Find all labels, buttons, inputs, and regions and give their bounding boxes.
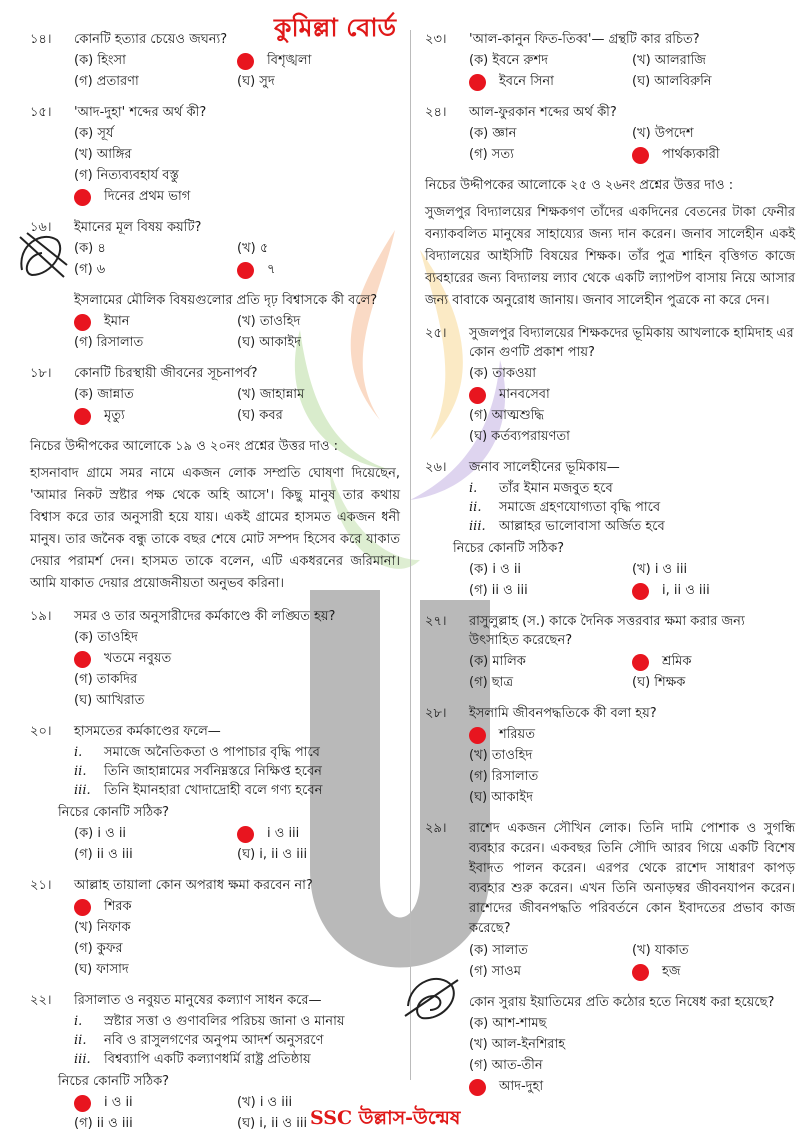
answer-marker-icon <box>237 826 254 843</box>
option-kha[interactable] <box>632 125 795 143</box>
option-text: (গ) তাকদির <box>74 672 138 687</box>
option-text: ৭ <box>267 262 276 277</box>
option-gha[interactable] <box>469 428 795 446</box>
statement-text: সমাজে গ্রহণযোগ্যতা বৃদ্ধি পাবে <box>499 500 661 515</box>
option-text: (ঘ) ফাসাদ <box>74 962 129 977</box>
question-number: ২০। <box>30 724 52 739</box>
option-text: (গ) রিসালাত <box>74 335 144 350</box>
answer-marker-icon <box>74 1095 91 1112</box>
option-text: (ঘ) কর্তব্যপরায়ণতা <box>469 429 570 444</box>
option-text: (গ) প্রতারণা <box>74 74 139 89</box>
option-text: মানবসেবা <box>499 387 550 402</box>
answer-marker-icon <box>469 1079 486 1096</box>
sub-question: নিচের কোনটি সঠিক? <box>58 1074 170 1089</box>
option-kha[interactable] <box>237 240 400 258</box>
option-text: ইমান <box>104 314 130 329</box>
question-27 <box>425 612 795 692</box>
option-text: (ঘ) i, ii ও iii <box>237 1116 308 1131</box>
option-text: (ক) i ও ii <box>74 826 127 841</box>
question-number: ২৭। <box>425 614 447 629</box>
option-text: (খ) আঙ্গির <box>74 147 132 162</box>
statement-text: বিশ্বব্যাপি একটি কল্যাণধর্মি রাষ্ট্র প্রতিষ্ঠায় <box>104 1052 311 1067</box>
option-ga[interactable] <box>74 73 237 91</box>
option-text: (ঘ) আকাইদ <box>237 335 301 350</box>
option-text: (ক) সূর্য <box>74 126 114 141</box>
question-text: সমর ও তার অনুসারীদের কর্মকাণ্ডে কী লঙ্ঘিত হয়? <box>74 609 336 624</box>
option-ka-selected[interactable] <box>74 898 400 916</box>
sub-question: নিচের কোনটি সঠিক? <box>453 541 565 556</box>
right-column <box>425 30 795 1108</box>
option-text: (ঘ) কবর <box>237 408 283 423</box>
board-title: কুমিল্লা বোর্ড <box>274 13 396 42</box>
question-text: 'আদ-দুহা' শব্দের অর্থ কী? <box>74 105 207 120</box>
answer-marker-icon <box>74 651 91 668</box>
option-text: (গ) কুফর <box>74 941 123 956</box>
question-17 <box>30 291 400 352</box>
answer-marker-icon <box>632 654 649 671</box>
option-ga[interactable] <box>469 407 795 425</box>
option-ga[interactable] <box>469 146 632 164</box>
question-20 <box>30 722 400 864</box>
option-text: (ঘ) সুদ <box>237 74 275 89</box>
question-number: ১৬। <box>30 220 52 235</box>
option-text: (খ) আল-ইনশিরাহ <box>469 1037 566 1052</box>
question-text: সুজলপুর বিদ্যালয়ের শিক্ষকদের ভূমিকায় আখলাকে হামিদাহ এর কোন গুণটি প্রকাশ পায়? <box>469 326 794 360</box>
question-28 <box>425 704 795 807</box>
option-ka[interactable] <box>469 653 632 671</box>
question-number: ১৮। <box>30 366 52 381</box>
option-kha-selected[interactable] <box>469 386 795 404</box>
option-ga[interactable] <box>74 671 400 689</box>
question-number: ২৪। <box>425 105 447 120</box>
option-ga[interactable] <box>74 261 237 279</box>
option-ka[interactable] <box>469 1015 795 1033</box>
question-number: ১৫। <box>30 105 52 120</box>
option-text: খতমে নবুয়ত <box>104 651 172 666</box>
option-text: (খ) ৫ <box>237 241 269 256</box>
option-text: বিশৃঙ্খলা <box>267 53 312 68</box>
question-text: ইমানের মূল বিষয় কয়টি? <box>74 220 202 235</box>
option-text: (ক) সালাত <box>469 943 528 958</box>
option-text: (ক) ইবনে রুশদ <box>469 53 548 68</box>
option-text: শরিয়ত <box>499 727 535 742</box>
option-ka[interactable] <box>469 52 632 70</box>
statement-numeral: i. <box>74 1014 83 1029</box>
option-text: (গ) ii ও iii <box>74 847 133 862</box>
statement-text: সমাজে অনৈতিকতা ও পাপাচার বৃদ্ধি পাবে <box>104 745 320 760</box>
option-ka[interactable] <box>74 629 400 647</box>
question-29 <box>425 819 795 981</box>
option-kha[interactable] <box>74 146 400 164</box>
option-text: (ক) তাওহিদ <box>74 630 138 645</box>
statement-text: তাঁর ইমান মজবুত হবে <box>499 481 613 496</box>
option-text: (খ) i ও iii <box>237 1095 293 1110</box>
question-text: ইসলামি জীবনপদ্ধতিকে কী বলা হয়? <box>469 706 657 721</box>
statement-numeral: iii. <box>469 519 486 534</box>
option-text: (গ) আত-তীন <box>469 1058 543 1073</box>
option-text: i ও iii <box>267 826 300 841</box>
option-ka[interactable] <box>74 386 237 404</box>
stimulus-intro: নিচের উদ্দীপকের আলোকে ১৯ ও ২০নং প্রশ্নের উত্তর দাও : <box>30 439 339 454</box>
signature-scribble-icon <box>400 966 464 1030</box>
question-24 <box>425 103 795 164</box>
answer-marker-icon <box>469 74 486 91</box>
option-text: মৃত্যু <box>104 408 125 423</box>
option-ka[interactable] <box>74 240 237 258</box>
option-ka[interactable] <box>74 52 237 70</box>
question-16 <box>30 218 400 279</box>
question-text: রাশেদ একজন সৌখিন লোক। তিনি দামি পোশাক ও সুগন্ধি ব্যবহার করেন। একবছর তিনি সৌদি আরব গিয়ে একটি বিশেষ ইবাদত পালন করেন। এরপর থেকে রাশেদ সাধারণ কাপড় ব্যবহার শুরু করেন। এখন তিনি অনাড়ম্বর জীবনযাপন করেন। রাশেদের জীবনপদ্ধতি পরিবর্তনে কোন ইবাদতের প্রভাব কাজ করেছে? <box>469 821 795 936</box>
option-gha-selected[interactable] <box>74 188 400 206</box>
answer-marker-icon <box>632 964 649 981</box>
statement-text: তিনি ইমানহারা খোদাদ্রোহী বলে গণ্য হবেন <box>104 783 323 798</box>
option-text: (ক) জান্নাত <box>74 387 134 402</box>
option-text: (ক) তাকওয়া <box>469 366 536 381</box>
option-gha[interactable] <box>469 789 795 807</box>
option-text: (খ) যাকাত <box>632 943 689 958</box>
question-number: ২১। <box>30 878 52 893</box>
statement <box>74 1012 400 1031</box>
option-text: (ক) i ও ii <box>469 562 522 577</box>
question-text: ইসলামের মৌলিক বিষয়গুলোর প্রতি দৃঢ় বিশ্বাসকে কী বলে? <box>74 293 378 308</box>
option-text: (ঘ) শিক্ষক <box>632 675 686 690</box>
option-text: (গ) ii ও iii <box>469 583 528 598</box>
option-text: (গ) আত্মশুদ্ধি <box>469 408 544 423</box>
question-text: আল-ফুরকান শব্দের অর্থ কী? <box>469 105 617 120</box>
option-text: (ঘ) i, ii ও iii <box>237 847 308 862</box>
left-column <box>30 30 400 1145</box>
option-text: (খ) জাহান্নাম <box>237 387 305 402</box>
question-19 <box>30 607 400 710</box>
option-text: (ঘ) আখিরাত <box>74 693 145 708</box>
option-ga-selected[interactable] <box>74 407 237 425</box>
option-text: (ক) আশ-শামছ <box>469 1016 547 1031</box>
option-ga[interactable] <box>74 940 400 958</box>
answer-marker-icon <box>237 262 254 279</box>
question-text: কোন সুরায় ইয়াতিমের প্রতি কঠোর হতে নিষেধ করা হয়েছে? <box>469 995 775 1010</box>
option-gha[interactable] <box>632 73 795 91</box>
option-ka[interactable] <box>469 942 632 960</box>
option-text: আদ-দুহা <box>499 1079 544 1094</box>
option-ga[interactable] <box>469 674 632 692</box>
option-ga[interactable] <box>469 1057 795 1075</box>
statement-numeral: ii. <box>469 500 482 515</box>
question-number: ২৫। <box>425 326 447 341</box>
option-text: (ক) মালিক <box>469 654 526 669</box>
option-ka-selected[interactable] <box>74 313 237 331</box>
option-text: (খ) তাওহিদ <box>469 748 533 763</box>
option-gha-selected[interactable] <box>632 963 795 981</box>
option-text: (খ) তাওহিদ <box>237 314 301 329</box>
option-text: i ও ii <box>104 1095 133 1110</box>
answer-marker-icon <box>74 408 91 425</box>
option-kha[interactable] <box>632 561 795 579</box>
option-ga[interactable] <box>469 582 632 600</box>
option-text: (গ) ছাত্র <box>469 675 513 690</box>
statement <box>74 781 400 800</box>
statement-numeral: iii. <box>74 1052 91 1067</box>
option-text: (খ) i ও iii <box>632 562 688 577</box>
option-ka-selected[interactable] <box>74 1094 237 1112</box>
option-text: (ক) জ্ঞান <box>469 126 517 141</box>
stimulus-passage: হাসনাবাদ গ্রামে সমর নামে একজন লোক সম্প্রতি ঘোষণা দিয়েছেন, 'আমার নিকট স্রষ্টার পক্ষ থেকে অহি আসে'। কিছু মানুষ তার কথায় বিশ্বাস করে তার অনুসারী হয়ে যায়। একই গ্রামের হাসমত একজন ধনী মানুষ। তার জনৈক বন্ধু তাকে বছর শেষে মোট সম্পদ হিসেব করে যাকাত দেয়ার পরামর্শ দেন। হাসমত তাকে বলেন, এটি একধরনের জরিমানা। আমি যাকাত দেয়ার প্রয়োজনীয়তা অনুভব করিনা। <box>30 466 400 591</box>
option-text: হজ <box>662 964 681 979</box>
option-ka-selected[interactable] <box>469 726 795 744</box>
option-kha[interactable] <box>237 313 400 331</box>
option-gha[interactable] <box>237 334 400 352</box>
option-kha[interactable] <box>237 386 400 404</box>
question-text: আল্লাহ তায়ালা কোন অপরাধ ক্ষমা করবেন না? <box>74 878 313 893</box>
option-kha-selected[interactable] <box>237 825 400 843</box>
option-text: ইবনে সিনা <box>499 74 554 89</box>
option-text: (ক) হিংসা <box>74 53 126 68</box>
question-text: 'আল-কানুন ফিত-তিব্ব'— গ্রন্থটি কার রচিত? <box>469 32 700 47</box>
option-text: শিরক <box>104 899 132 914</box>
option-text: শ্রমিক <box>662 654 692 669</box>
answer-marker-icon <box>632 147 649 164</box>
statement-text: আল্লাহর ভালোবাসা অর্জিত হবে <box>499 519 665 534</box>
option-kha-selected[interactable] <box>237 52 400 70</box>
statement-numeral: ii. <box>74 1033 87 1048</box>
answer-marker-icon <box>469 387 486 404</box>
option-text: (গ) সত্য <box>469 147 514 162</box>
option-text: (গ) সাওম <box>469 964 521 979</box>
option-text: পার্থক্যকারী <box>662 147 720 162</box>
option-ga[interactable] <box>74 846 237 864</box>
option-ga[interactable] <box>469 963 632 981</box>
question-number: ২৮। <box>425 706 447 721</box>
statement-text: নবি ও রাসুলগণের অনুপম আদর্শ অনুসরণে <box>104 1033 324 1048</box>
statement-numeral: iii. <box>74 783 91 798</box>
option-text: (ঘ) আকাইদ <box>469 790 533 805</box>
column-divider <box>410 30 411 1080</box>
option-kha[interactable] <box>74 919 400 937</box>
question-26 <box>425 458 795 600</box>
statement-text: স্রষ্টার সত্তা ও গুণাবলির পরিচয় জানা ও মানায় <box>104 1014 345 1029</box>
stimulus-intro: নিচের উদ্দীপকের আলোকে ২৫ ও ২৬নং প্রশ্নের উত্তর দাও : <box>425 178 734 193</box>
answer-marker-icon <box>74 314 91 331</box>
option-text: (গ) ৬ <box>74 262 106 277</box>
stimulus-passage: সুজলপুর বিদ্যালয়ের শিক্ষকগণ তাঁদের একদিনের বেতনের টাকা ফেনীর বন্যাকবলিত মানুষের সাহায্যের জন্য দান করেন। জনাব সালেহীন একই বিদ্যালয়ের আইসিটি বিষয়ের শিক্ষক। তাঁর পুত্র শাহিন বৃত্তিগত কাজে ব্যবহারের জন্য বিদ্যালয় ল্যাব থেকে একটি ল্যাপটপ বাসায় নিয়ে আসার জন্য বাবাকে অনুরোধ জানায়। জনাব সালেহীন পুত্রকে না করে দেন। <box>425 205 795 308</box>
question-15 <box>30 103 400 206</box>
option-text: i, ii ও iii <box>662 583 710 598</box>
sub-question: নিচের কোনটি সঠিক? <box>58 805 170 820</box>
statement <box>74 1031 400 1050</box>
statement-text: তিনি জাহান্নামের সর্বনিম্নস্তরে নিক্ষিপ্ত হবেন <box>104 764 322 779</box>
statement <box>74 743 400 762</box>
option-text: (ক) ৪ <box>74 241 106 256</box>
option-ga[interactable] <box>469 768 795 786</box>
option-kha[interactable] <box>632 942 795 960</box>
option-ka[interactable] <box>469 561 632 579</box>
option-ka[interactable] <box>74 825 237 843</box>
option-text: (গ) রিসালাত <box>469 769 539 784</box>
option-gha[interactable] <box>74 961 400 979</box>
question-text: রাসুলুল্লাহ (স.) কাকে দৈনিক সত্তরবার ক্ষমা করার জন্য উৎসাহিত করেছেন? <box>469 614 745 648</box>
option-kha[interactable] <box>469 1036 795 1054</box>
option-gha[interactable] <box>632 674 795 692</box>
option-gha-selected[interactable] <box>469 1078 795 1096</box>
question-23 <box>425 30 795 91</box>
option-text: (খ) নিফাক <box>74 920 131 935</box>
statement-numeral: i. <box>74 745 83 760</box>
answer-marker-icon <box>632 583 649 600</box>
statement <box>469 479 795 498</box>
question-number: ২২। <box>30 993 52 1008</box>
option-text: (গ) ii ও iii <box>74 1116 133 1131</box>
question-number-signature <box>30 291 74 310</box>
statement <box>469 498 795 517</box>
option-gha[interactable] <box>74 692 400 710</box>
option-kha[interactable] <box>632 52 795 70</box>
option-text: (খ) আলরাজি <box>632 53 706 68</box>
option-text: (গ) নিত্যব্যবহার্য বস্তু <box>74 168 179 183</box>
option-text: দিনের প্রথম ভাগ <box>104 189 191 204</box>
option-gha-selected[interactable] <box>237 261 400 279</box>
question-text: কোনটি হত্যার চেয়েও জঘন্য? <box>74 32 228 47</box>
question-21 <box>30 876 400 979</box>
option-ga[interactable] <box>74 167 400 185</box>
option-ka[interactable] <box>469 365 795 383</box>
statement-numeral: i. <box>469 481 478 496</box>
option-gha[interactable] <box>237 407 400 425</box>
statement-numeral: ii. <box>74 764 87 779</box>
option-kha[interactable] <box>469 747 795 765</box>
option-ga-selected[interactable] <box>469 73 632 91</box>
answer-marker-icon <box>74 899 91 916</box>
question-18 <box>30 364 400 425</box>
option-text: (ঘ) আলবিরুনি <box>632 74 712 89</box>
option-gha-selected[interactable] <box>632 146 795 164</box>
question-14 <box>30 30 400 91</box>
question-number: ২৩। <box>425 32 447 47</box>
option-ka[interactable] <box>469 125 632 143</box>
answer-marker-icon <box>74 189 91 206</box>
signature-scribble-icon <box>12 225 72 285</box>
question-30 <box>425 993 795 1096</box>
question-number: ২৬। <box>425 460 447 475</box>
footer-brand: SSC উল্লাস-উন্মেষ <box>310 1107 461 1129</box>
answer-marker-icon <box>237 53 254 70</box>
statement <box>469 517 795 536</box>
option-kha-selected[interactable] <box>632 653 795 671</box>
question-text: জনাব সালেহীনের ভূমিকায়— <box>469 460 620 475</box>
question-number: ১৪। <box>30 32 52 47</box>
option-ga[interactable] <box>74 334 237 352</box>
question-number: ১৯। <box>30 609 52 624</box>
question-text: কোনটি চিরস্থায়ী জীবনের সূচনাপর্ব? <box>74 366 258 381</box>
option-gha-selected[interactable] <box>632 582 795 600</box>
question-25 <box>425 324 795 446</box>
option-gha[interactable] <box>237 73 400 91</box>
option-text: (খ) উপদেশ <box>632 126 694 141</box>
option-ga[interactable] <box>74 1115 237 1133</box>
question-number: ২৯। <box>425 821 447 836</box>
option-gha[interactable] <box>237 846 400 864</box>
statement <box>74 762 400 781</box>
option-kha-selected[interactable] <box>74 650 400 668</box>
question-text: রিসালাত ও নবুয়ত মানুষের কল্যাণ সাধন করে— <box>74 993 322 1008</box>
option-ka[interactable] <box>74 125 400 143</box>
statement <box>74 1050 400 1069</box>
answer-marker-icon <box>469 727 486 744</box>
question-text: হাসমতের কর্মকাণ্ডের ফলে— <box>74 724 221 739</box>
